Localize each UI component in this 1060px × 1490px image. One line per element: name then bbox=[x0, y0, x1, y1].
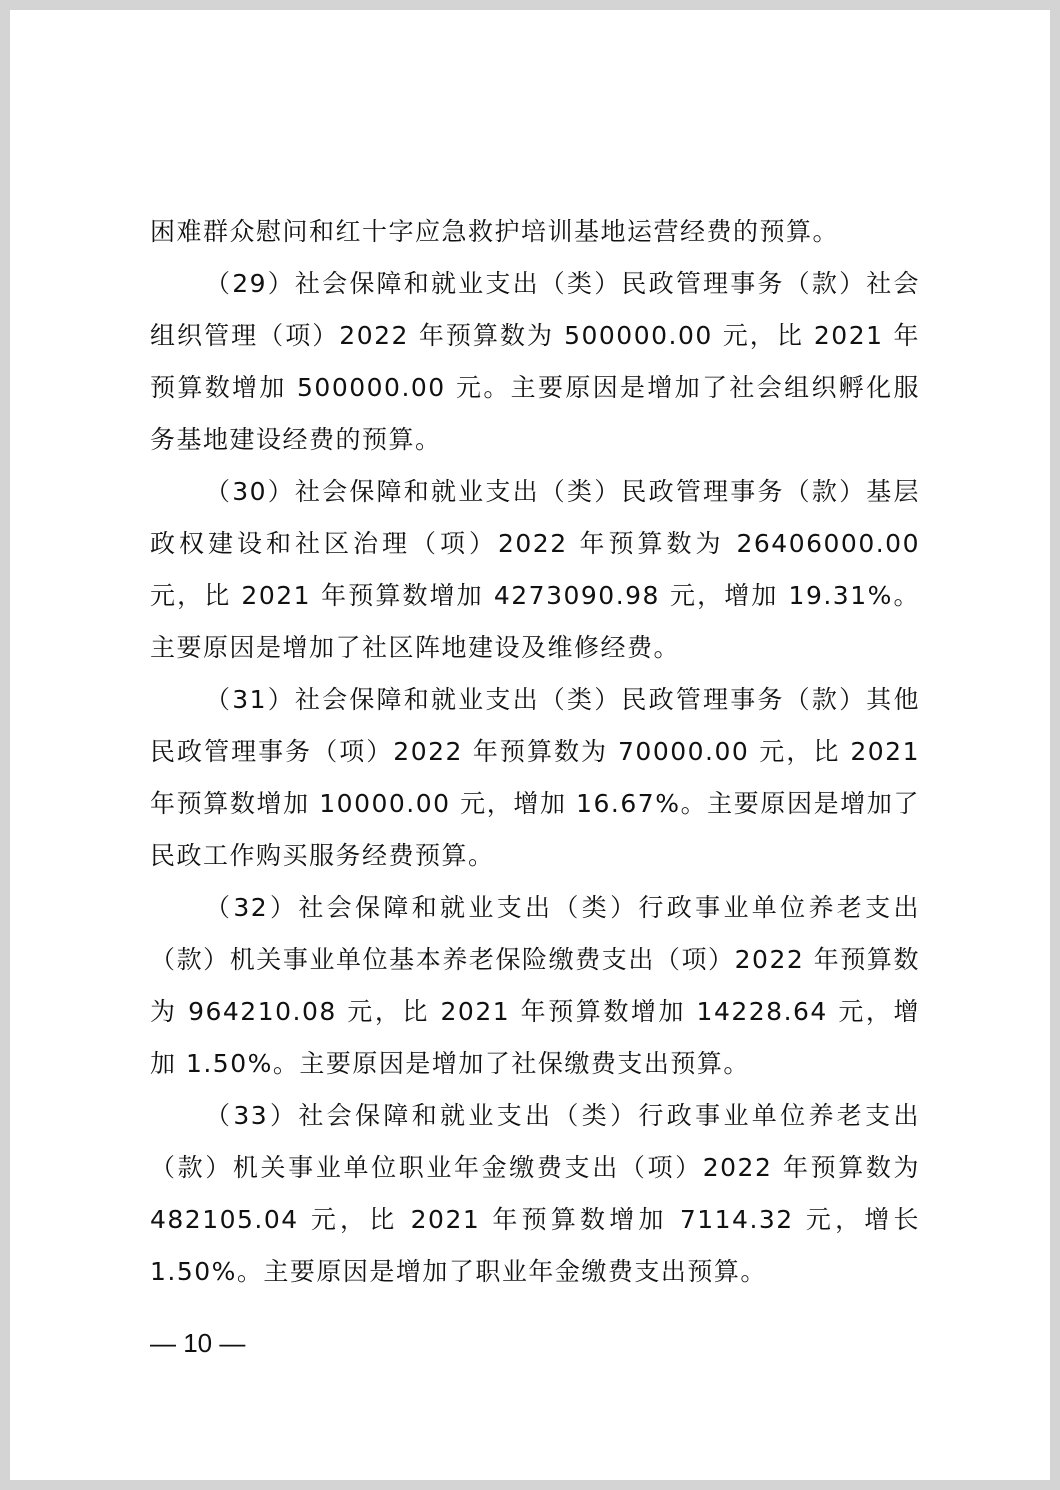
page-number: — 10 — bbox=[150, 1328, 246, 1358]
paragraph-31: （31）社会保障和就业支出（类）民政管理事务（款）其他民政管理事务（项）2022 年预算数为 70000.00 元，比 2021 年预算数增加 10000.00 元，增加 16.67%。主要原因是增加了民政工作购买服务经费预算。 bbox=[150, 685, 920, 870]
paragraph-continuation: 困难群众慰问和红十字应急救护培训基地运营经费的预算。 bbox=[150, 217, 840, 246]
paragraph-32: （32）社会保障和就业支出（类）行政事业单位养老支出（款）机关事业单位基本养老保险缴费支出（项）2022 年预算数为 964210.08 元，比 2021 年预算数增加 14228.64 元，增加 1.50%。主要原因是增加了社保缴费支出预算。 bbox=[150, 893, 920, 1078]
paragraph-29: （29）社会保障和就业支出（类）民政管理事务（款）社会组织管理（项）2022 年预算数为 500000.00 元，比 2021 年预算数增加 500000.00 元。主要原因是增加了社会组织孵化服务基地建设经费的预算。 bbox=[150, 269, 920, 454]
paragraph-33: （33）社会保障和就业支出（类）行政事业单位养老支出（款）机关事业单位职业年金缴费支出（项）2022 年预算数为 482105.04 元，比 2021 年预算数增加 7114.32 元，增长 1.50%。主要原因是增加了职业年金缴费支出预算。 bbox=[150, 1101, 920, 1286]
document-page bbox=[10, 10, 1050, 1480]
document-body bbox=[150, 206, 920, 1298]
paragraph-30: （30）社会保障和就业支出（类）民政管理事务（款）基层政权建设和社区治理（项）2022 年预算数为 26406000.00 元，比 2021 年预算数增加 4273090.98 元，增加 19.31%。主要原因是增加了社区阵地建设及维修经费。 bbox=[150, 477, 920, 662]
